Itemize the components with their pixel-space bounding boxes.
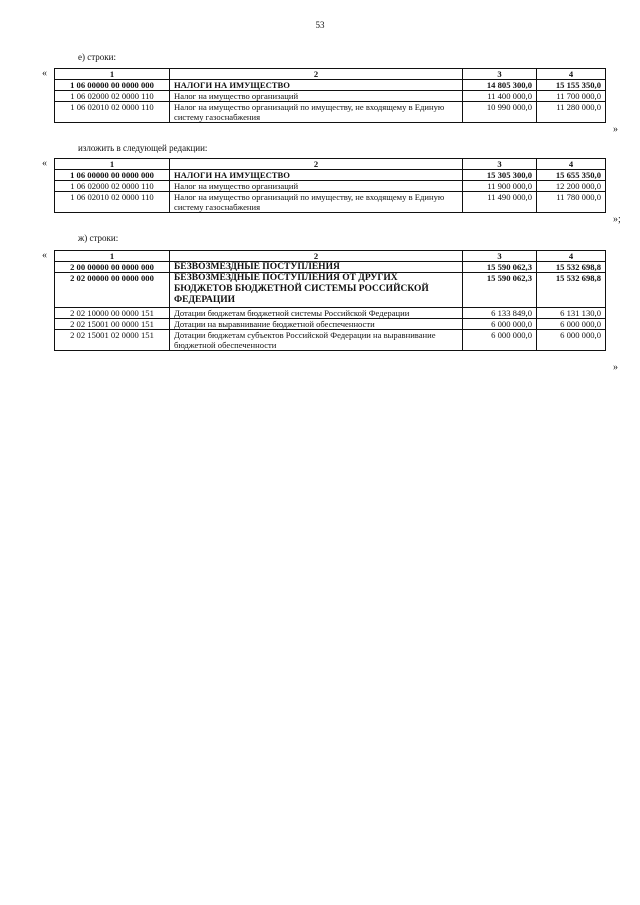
value-col4: 11 700 000,0 — [537, 91, 606, 102]
value-col4: 15 155 350,0 — [537, 80, 606, 91]
table-row — [55, 170, 606, 181]
header-cell: 1 — [55, 159, 170, 170]
page-number: 53 — [315, 20, 325, 30]
close-quote: » — [613, 124, 618, 135]
name-cell: НАЛОГИ НА ИМУЩЕСТВО — [170, 170, 463, 181]
value-col4: 6 000 000,0 — [537, 330, 606, 351]
value-col3: 6 133 849,0 — [463, 308, 537, 319]
name-cell: НАЛОГИ НА ИМУЩЕСТВО — [170, 80, 463, 91]
code-cell: 2 02 15001 02 0000 151 — [55, 330, 170, 351]
table-row — [55, 181, 606, 192]
code-cell: 2 02 15001 00 0000 151 — [55, 319, 170, 330]
value-col4: 15 655 350,0 — [537, 170, 606, 181]
open-quote: « — [42, 250, 47, 261]
name-cell: БЕЗВОЗМЕЗДНЫЕ ПОСТУПЛЕНИЯ ОТ ДРУГИХ БЮДЖЕТОВ БЮДЖЕТНОЙ СИСТЕМЫ РОССИЙСКОЙ ФЕДЕРАЦИИ — [170, 273, 463, 308]
name-cell: Налог на имущество организаций по имуществу, не входящему в Единую систему газоснабжения — [170, 192, 463, 213]
header-cell: 4 — [537, 159, 606, 170]
table-row — [55, 192, 606, 213]
header-cell: 3 — [463, 69, 537, 80]
value-col3: 11 400 000,0 — [463, 91, 537, 102]
value-col4: 11 280 000,0 — [537, 102, 606, 123]
code-cell: 1 06 02010 02 0000 110 — [55, 192, 170, 213]
value-col3: 11 900 000,0 — [463, 181, 537, 192]
open-quote: « — [42, 158, 47, 169]
name-cell: Дотации бюджетам субъектов Российской Федерации на выравнивание бюджетной обеспеченности — [170, 330, 463, 351]
table-section-zh — [54, 250, 606, 351]
value-col3: 10 990 000,0 — [463, 102, 537, 123]
table-row — [55, 262, 606, 273]
table-header-row — [55, 251, 606, 262]
table-section-e — [54, 68, 606, 123]
header-cell: 2 — [170, 159, 463, 170]
table-row — [55, 102, 606, 123]
close-quote: »; — [613, 214, 621, 225]
code-cell: 1 06 00000 00 0000 000 — [55, 80, 170, 91]
value-col3: 6 000 000,0 — [463, 319, 537, 330]
value-col3: 6 000 000,0 — [463, 330, 537, 351]
section-zh-label: ж) строки: — [78, 233, 119, 243]
table-row — [55, 330, 606, 351]
header-cell: 1 — [55, 251, 170, 262]
header-cell: 3 — [463, 159, 537, 170]
code-cell: 1 06 02000 02 0000 110 — [55, 91, 170, 102]
table-header-row — [55, 159, 606, 170]
value-col4: 6 131 130,0 — [537, 308, 606, 319]
name-cell: Дотации бюджетам бюджетной системы Российской Федерации — [170, 308, 463, 319]
table-section-e-new — [54, 158, 606, 213]
name-cell: Налог на имущество организаций по имуществу, не входящему в Единую систему газоснабжения — [170, 102, 463, 123]
close-quote: » — [613, 362, 618, 373]
value-col3: 14 805 300,0 — [463, 80, 537, 91]
header-cell: 2 — [170, 69, 463, 80]
value-col3: 15 305 300,0 — [463, 170, 537, 181]
header-cell: 4 — [537, 251, 606, 262]
value-col4: 11 780 000,0 — [537, 192, 606, 213]
code-cell: 1 06 02000 02 0000 110 — [55, 181, 170, 192]
value-col3: 11 490 000,0 — [463, 192, 537, 213]
value-col4: 12 200 000,0 — [537, 181, 606, 192]
name-cell: Налог на имущество организаций — [170, 181, 463, 192]
value-col4: 6 000 000,0 — [537, 319, 606, 330]
code-cell: 2 02 00000 00 0000 000 — [55, 273, 170, 308]
table-row — [55, 273, 606, 308]
code-cell: 1 06 00000 00 0000 000 — [55, 170, 170, 181]
code-cell: 2 00 00000 00 0000 000 — [55, 262, 170, 273]
table-row — [55, 80, 606, 91]
code-cell: 2 02 10000 00 0000 151 — [55, 308, 170, 319]
section-e-label: е) строки: — [78, 52, 116, 62]
table-row — [55, 319, 606, 330]
header-cell: 2 — [170, 251, 463, 262]
header-cell: 4 — [537, 69, 606, 80]
name-cell: Налог на имущество организаций — [170, 91, 463, 102]
table-header-row — [55, 69, 606, 80]
name-cell: БЕЗВОЗМЕЗДНЫЕ ПОСТУПЛЕНИЯ — [170, 262, 463, 273]
code-cell: 1 06 02010 02 0000 110 — [55, 102, 170, 123]
open-quote: « — [42, 68, 47, 79]
value-col3: 15 590 062,3 — [463, 273, 537, 308]
table-row — [55, 308, 606, 319]
header-cell: 3 — [463, 251, 537, 262]
name-cell: Дотации на выравнивание бюджетной обеспеченности — [170, 319, 463, 330]
value-col4: 15 532 698,8 — [537, 262, 606, 273]
section-e-new-label: изложить в следующей редакции: — [78, 143, 208, 153]
value-col3: 15 590 062,3 — [463, 262, 537, 273]
header-cell: 1 — [55, 69, 170, 80]
table-row — [55, 91, 606, 102]
value-col4: 15 532 698,8 — [537, 273, 606, 308]
